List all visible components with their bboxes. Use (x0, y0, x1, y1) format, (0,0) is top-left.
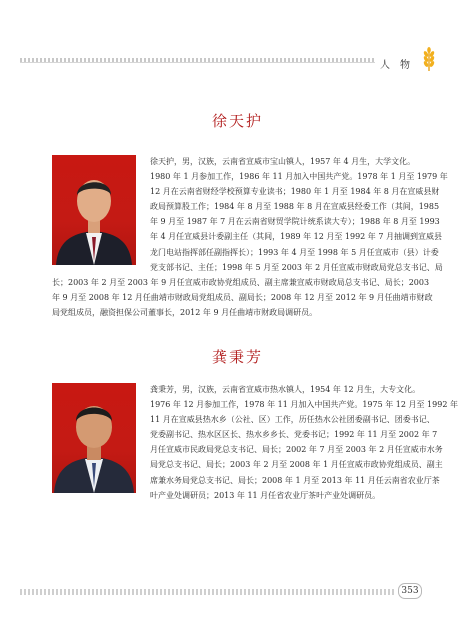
bio-line: 12 月在云南省财经学校预算专业读书；1980 年 1 月至 1984 年 8 月在宣威县财 (150, 187, 440, 197)
bio-line: 党委副书记、热水区区长、热水乡乡长、党委书记；1992 年 11 月至 2002 年 7 (150, 430, 438, 440)
bio-line: 年 9 月至 2008 年 12 月任曲靖市财政局党组成员、副局长；2008 年 12 月至 2012 年 9 月任曲靖市财政 (52, 292, 433, 302)
bio-line: 党支部书记、主任；1998 年 5 月至 2003 年 2 月任宣威市财政局党总支书记、局 (150, 262, 443, 272)
bio-line: 龙门电站指挥部任副指挥长）；1993 年 4 月至 1998 年 5 月任宣威市（县）计委 (150, 247, 439, 257)
page-number: 353 (398, 583, 422, 599)
biography-paragraph (52, 154, 448, 320)
bio-line: 龚秉芳，男，汉族，云南省宣威市热水镇人，1954 年 12 月生，大专文化。 (150, 385, 421, 394)
footer-rule (20, 589, 396, 595)
person-name: 徐天护 (211, 112, 263, 130)
bio-line: 局党组成员，融资担保公司董事长，2012 年 9 月任曲靖市财政局调研员。 (52, 307, 318, 317)
bio-line: 月任宣威市民政局党总支书记、局长；2002 年 7 月至 2003 年 2 月任宣威市水务 (150, 445, 443, 455)
bio-line: 1980 年 1 月参加工作，1986 年 11 月加入中国共产党。1978 年 1 月至 1979 年 (150, 172, 448, 182)
bio-line: 年 9 月至 1987 年 7 月在云南省财贸学院计统系读大专）；1988 年 8 月至 1993 (150, 217, 440, 227)
bio-line: 1976 年 12 月参加工作，1978 年 11 月加入中国共产党。1975 年 12 月至 1992 年 (150, 400, 458, 410)
bio-line: 叶产业处调研员；2013 年 11 月任省农业厅茶叶产业处调研员。 (150, 490, 381, 500)
bio-line: 政局预算股工作；1984 年 8 月至 1988 年 8 月在宣威县经委工作（其间，1985 (150, 202, 440, 212)
bio-line: 11 月在宣威县热水乡（公社、区）工作，历任热水公社团委副书记、团委书记、 (150, 415, 435, 425)
bio-line: 长；2003 年 2 月至 2003 年 9 月任宣威市政协党组成员、副主席兼宣威市财政局总支书记、局长；2003 (52, 277, 430, 287)
bio-line: 徐天护，男，汉族，云南省宣威市宝山镇人，1957 年 4 月生，大学文化。 (150, 157, 416, 166)
biography-paragraph (52, 382, 458, 503)
person-name: 龚秉芳 (211, 348, 263, 366)
wheat-icon (421, 46, 437, 72)
bio-line: 席兼水务局党总支书记、局长；2008 年 1 月至 2013 年 11 月任云南省农业厅茶 (150, 475, 440, 485)
section-label: 人物 (380, 60, 420, 71)
bio-line: 年 4 月任宣威县计委副主任（其间，1989 年 12 月至 1992 年 7 月抽调到宣威县 (150, 232, 442, 242)
bio-line: 局党总支书记、局长；2003 年 2 月至 2008 年 1 月任宣威市政协党组成员、副主 (150, 460, 443, 470)
header-rule-line (20, 62, 375, 63)
